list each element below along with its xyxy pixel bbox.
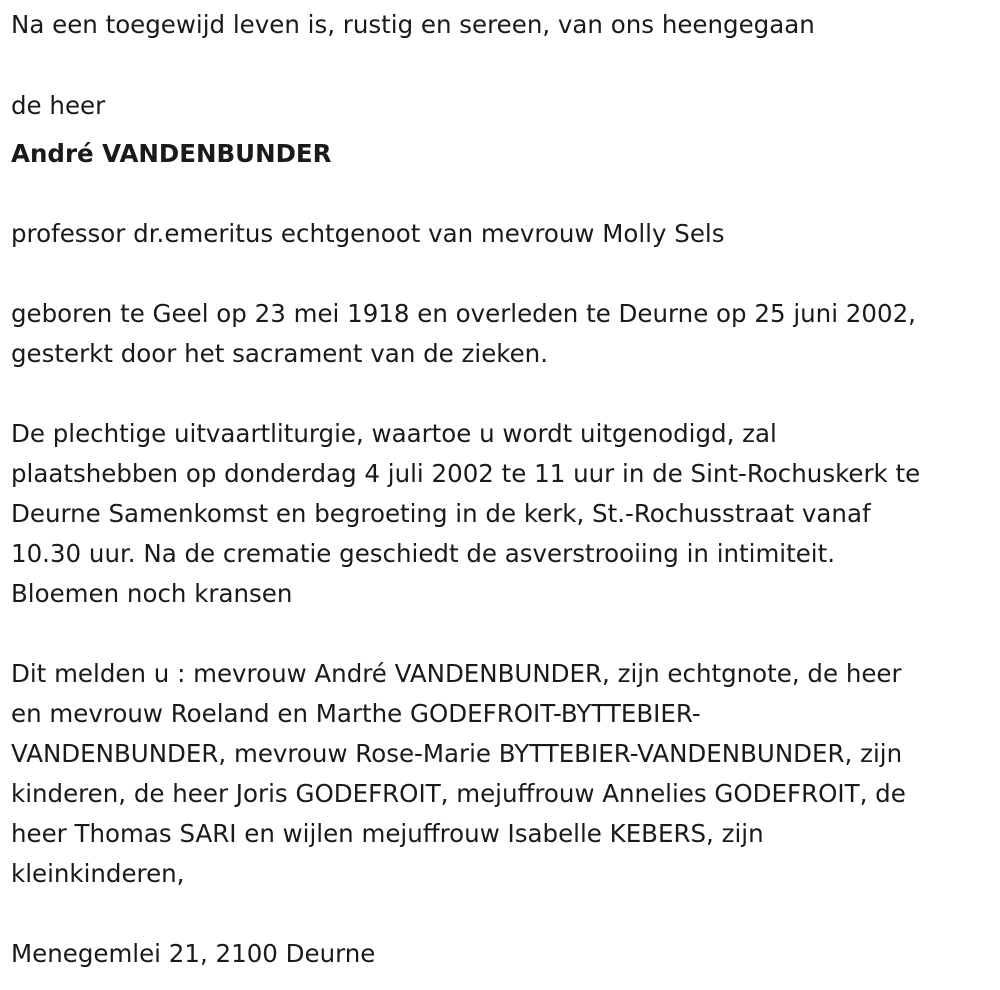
announcers-line: Dit melden u : mevrouw André VANDENBUNDER, zijn echtgnote, de heer (11, 659, 902, 688)
announcers-line: kleinkinderen, (11, 859, 185, 888)
intro-line: Na een toegewijd leven is, rustig en sereen, van ons heengegaan (11, 10, 815, 39)
title-line: professor dr.emeritus echtgenoot van mevrouw Molly Sels (11, 219, 725, 248)
address-line: Menegemlei 21, 2100 Deurne (11, 939, 376, 968)
funeral-line: Deurne Samenkomst en begroeting in de kerk, St.-Rochusstraat vanaf (11, 499, 871, 528)
funeral-line: 10.30 uur. Na de crematie geschiedt de asverstrooiing in intimiteit. (11, 539, 835, 568)
funeral-line: Bloemen noch kransen (11, 579, 293, 608)
announcers-line: kinderen, de heer Joris GODEFROIT, mejuffrouw Annelies GODEFROIT, de (11, 779, 906, 808)
funeral-line: De plechtige uitvaartliturgie, waartoe u wordt uitgenodigd, zal (11, 419, 777, 448)
deceased-name: André VANDENBUNDER (11, 139, 332, 168)
announcers-line: heer Thomas SARI en wijlen mejuffrouw Isabelle KEBERS, zijn (11, 819, 764, 848)
announcers-line: en mevrouw Roeland en Marthe GODEFROIT-BYTTEBIER- (11, 699, 701, 728)
birth-death-line: gesterkt door het sacrament van de zieken. (11, 339, 548, 368)
announcers-line: VANDENBUNDER, mevrouw Rose-Marie BYTTEBIER-VANDENBUNDER, zijn (11, 739, 903, 768)
birth-death-line: geboren te Geel op 23 mei 1918 en overleden te Deurne op 25 juni 2002, (11, 299, 916, 328)
funeral-line: plaatshebben op donderdag 4 juli 2002 te 11 uur in de Sint-Rochuskerk te (11, 459, 921, 488)
salutation: de heer (11, 91, 106, 120)
